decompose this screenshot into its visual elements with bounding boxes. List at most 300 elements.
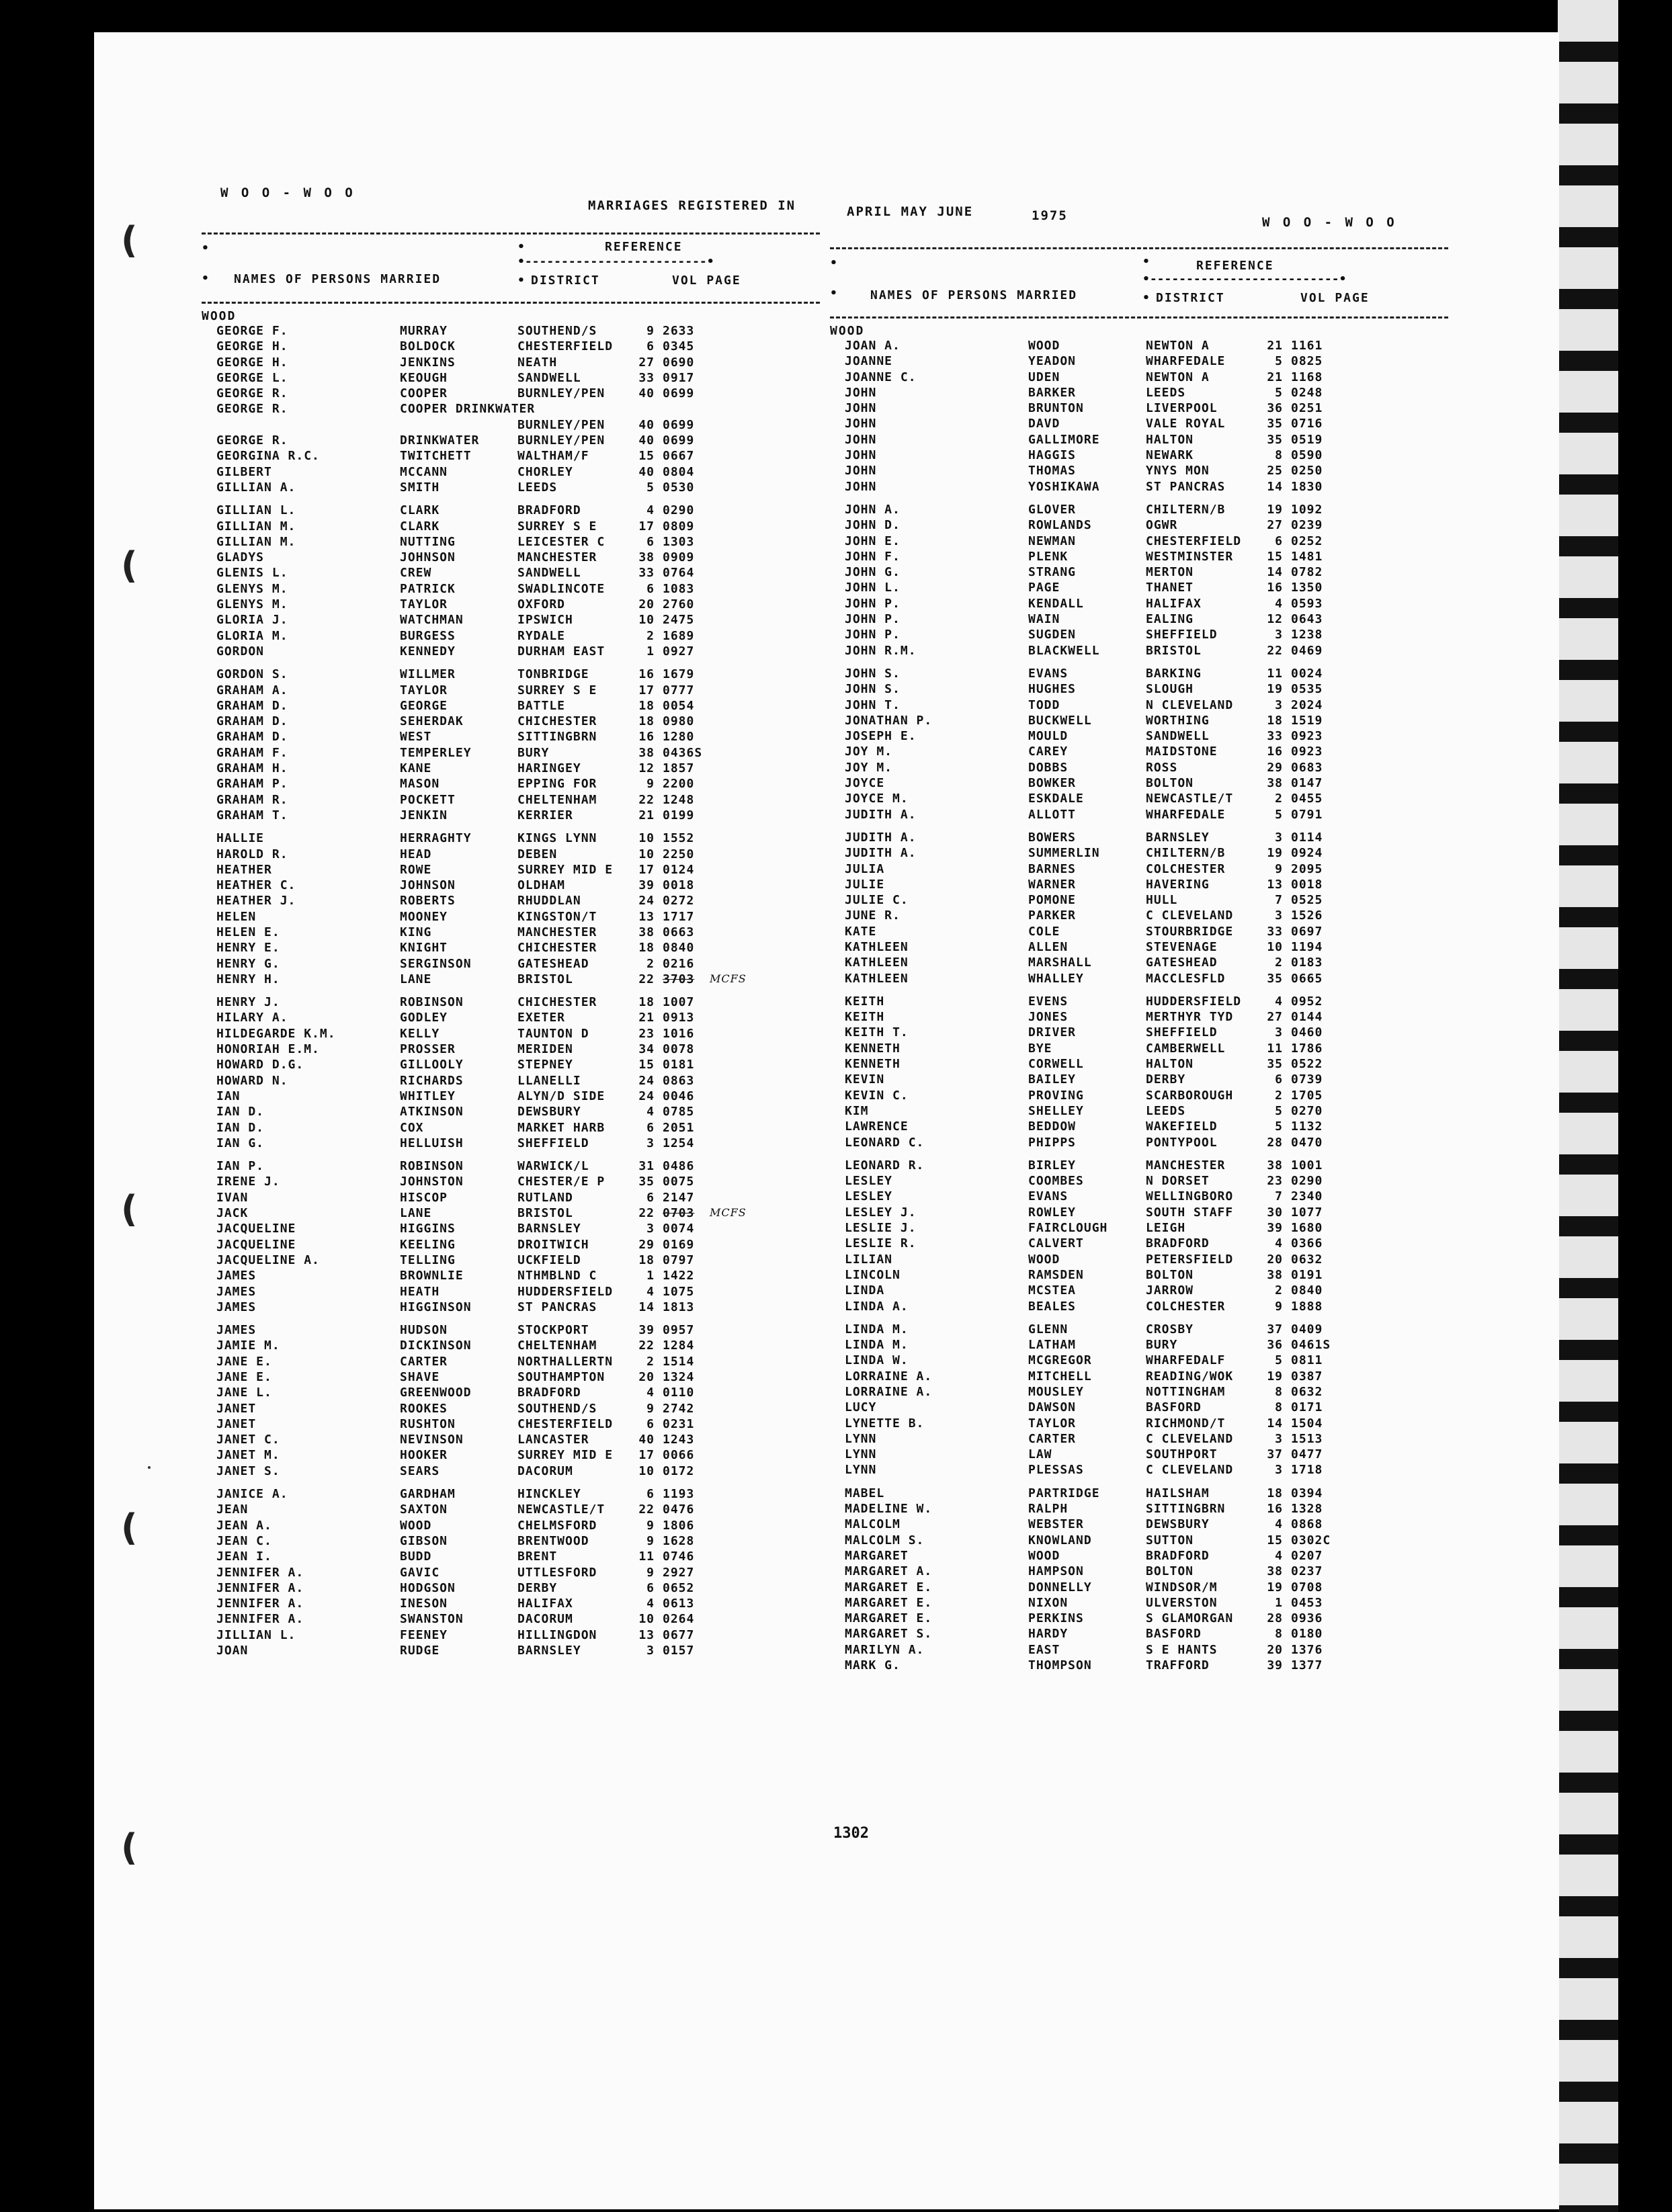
district: OXFORD (517, 597, 566, 612)
district: OLDHAM (517, 878, 566, 893)
district: SURREY S E (517, 519, 597, 534)
district: GATESHEAD (1146, 955, 1218, 970)
spouse-surname: PERKINS (1028, 1611, 1084, 1626)
forename: JOHN A. (845, 502, 901, 517)
spouse-surname: TAYLOR (1028, 1416, 1077, 1431)
group-gap (830, 495, 1448, 503)
register-entry (830, 862, 1448, 878)
register-entry (830, 1533, 1448, 1549)
volume: 2 (646, 1354, 655, 1369)
district: WESTMINSTER (1146, 549, 1234, 564)
register-entry (830, 386, 1448, 401)
volume: 29 (1267, 760, 1283, 775)
spouse-surname: WOOD (1028, 1252, 1060, 1267)
punch-hole: ( (121, 544, 138, 587)
volume: 3 (646, 1222, 655, 1236)
register-entry (830, 972, 1448, 987)
forename: GEORGE R. (216, 402, 288, 417)
district: MANCHESTER (517, 550, 597, 565)
volume: 5 (1275, 354, 1283, 369)
forename: JANE L. (216, 1386, 272, 1400)
page: 1092 (1291, 502, 1323, 517)
spouse-surname: SERGINSON (400, 956, 472, 971)
page: 0264 (663, 1612, 695, 1627)
forename: JOSEPH E. (845, 729, 917, 744)
spouse-surname: THOMPSON (1028, 1658, 1092, 1673)
page: 1857 (663, 761, 695, 776)
register-entry (202, 925, 820, 941)
page: 0913 (663, 1011, 695, 1025)
page: 0936 (1291, 1611, 1323, 1626)
page: 0251 (1291, 401, 1323, 416)
page: 0171 (1291, 1400, 1323, 1415)
volume: 22 (638, 972, 655, 986)
forename: GLADYS (216, 550, 265, 565)
page: 0461S (1291, 1338, 1331, 1353)
forename: JANE E. (216, 1370, 272, 1384)
page: 0863 (663, 1073, 695, 1088)
register-entry (202, 714, 820, 730)
page: 0699 (663, 433, 695, 448)
forename: JOHN R.M. (845, 643, 917, 658)
page: 0074 (663, 1222, 695, 1236)
volume: 4 (646, 503, 655, 518)
register-entry (202, 503, 820, 519)
volume: 20 (638, 597, 655, 612)
volume: 39 (638, 878, 655, 893)
forename: MARGARET (845, 1548, 909, 1563)
page: 0436S (663, 745, 703, 760)
volume: 24 (638, 1073, 655, 1088)
forename: JAMES (216, 1300, 257, 1314)
spouse-surname: WOOD (1028, 339, 1060, 353)
spouse-surname: UDEN (1028, 370, 1060, 384)
page: 2250 (663, 847, 695, 861)
forename: JOHN L. (845, 581, 901, 595)
volume: 40 (638, 386, 655, 401)
district: HAILSHAM (1146, 1486, 1210, 1500)
left-column (202, 232, 820, 1659)
spouse-surname: CLARK (400, 503, 440, 518)
spouse-surname: SEHERDAK (400, 714, 464, 729)
register-entry (202, 878, 820, 894)
page: 0699 (663, 417, 695, 432)
forename: GRAHAM A. (216, 683, 288, 697)
district: LEIGH (1146, 1221, 1186, 1236)
spouse-surname: WEST (400, 730, 432, 745)
district: HUDDERSFIELD (1146, 994, 1242, 1009)
volume: 11 (1267, 1041, 1283, 1056)
spouse-surname: EVANS (1028, 666, 1069, 681)
volume: 20 (1267, 1252, 1283, 1267)
forename: JEAN A. (216, 1518, 272, 1533)
district: N CLEVELAND (1146, 697, 1234, 712)
forename: IVAN (216, 1190, 249, 1205)
district: VALE ROYAL (1146, 417, 1226, 431)
register-entry (830, 1596, 1448, 1611)
page: 1377 (1291, 1658, 1323, 1673)
district: NEWARK (1146, 448, 1194, 463)
volume: 6 (1275, 534, 1283, 548)
district-heading: DISTRICT (531, 273, 600, 288)
volume: 4 (1275, 1517, 1283, 1532)
register-entry (830, 846, 1448, 861)
register-entry (202, 1074, 820, 1089)
volume: 17 (638, 1448, 655, 1463)
forename: GRAHAM D. (216, 714, 288, 729)
volume: 39 (638, 1323, 655, 1338)
page: 1350 (1291, 581, 1323, 595)
volume: 10 (638, 1612, 655, 1627)
district: BRISTOL (517, 1206, 573, 1221)
forename: LEONARD C. (845, 1135, 925, 1150)
page: 0110 (663, 1386, 695, 1400)
spouse-surname: SUGDEN (1028, 628, 1077, 642)
district: SWADLINCOTE (517, 581, 605, 596)
volume: 5 (1275, 1119, 1283, 1134)
forename: JOY M. (845, 745, 893, 759)
forename: GEORGE R. (216, 433, 288, 448)
page: 0252 (1291, 534, 1323, 548)
volume: 6 (646, 1416, 655, 1431)
volume: 10 (638, 831, 655, 846)
forename: IAN (216, 1089, 241, 1103)
spouse-surname: PROSSER (400, 1042, 456, 1057)
district: CHICHESTER (517, 941, 597, 955)
volume: 7 (1275, 893, 1283, 908)
district: YNYS MON (1146, 464, 1210, 478)
page: 0453 (1291, 1595, 1323, 1610)
spouse-surname: HUDSON (400, 1323, 448, 1338)
register-entry (202, 1355, 820, 1370)
register-entry (202, 1206, 820, 1222)
district: S E HANTS (1146, 1642, 1218, 1657)
forename: GRAHAM F. (216, 745, 288, 760)
register-entry (202, 1089, 820, 1105)
volume: 9 (646, 324, 655, 338)
register-entry (830, 1447, 1448, 1463)
names-heading: NAMES OF PERSONS MARRIED (870, 288, 1078, 302)
volume: 38 (1267, 1158, 1283, 1173)
district: BATTLE (517, 698, 566, 713)
volume: 11 (1267, 666, 1283, 681)
register-entry (830, 1268, 1448, 1283)
register-entry (202, 1058, 820, 1073)
forename: JONATHAN P. (845, 713, 933, 728)
page: 0782 (1291, 565, 1323, 580)
district: N DORSET (1146, 1174, 1210, 1189)
register-entry (202, 1534, 820, 1549)
district: CHESTER/E P (517, 1175, 605, 1189)
district: NOTTINGHAM (1146, 1385, 1226, 1399)
page: 0345 (663, 339, 695, 354)
district: BURNLEY/PEN (517, 417, 605, 432)
spouse-surname: MITCHELL (1028, 1369, 1092, 1384)
forename: GEORGE H. (216, 355, 288, 370)
forename: JOHN P. (845, 628, 901, 642)
header-rule (830, 316, 1448, 318)
volume: 38 (1267, 1564, 1283, 1579)
register-entry (202, 597, 820, 613)
page: 1786 (1291, 1041, 1323, 1056)
page: 3703 (663, 972, 695, 986)
page: 1806 (663, 1518, 695, 1533)
district: WHARFEDALE (1146, 354, 1226, 369)
forename: GLENIS L. (216, 566, 288, 581)
forename: KATHLEEN (845, 939, 909, 954)
spouse-surname: PLESSAS (1028, 1463, 1084, 1478)
forename: GRAHAM P. (216, 777, 288, 792)
register-entry (202, 1121, 820, 1136)
register-entry (830, 464, 1448, 479)
district: BOLTON (1146, 1267, 1194, 1282)
page: 0024 (1291, 666, 1323, 681)
spouse-surname: LATHAM (1028, 1338, 1077, 1353)
register-entry (830, 1221, 1448, 1236)
spouse-surname: ALLEN (1028, 939, 1069, 954)
register-entry (830, 994, 1448, 1010)
volume: 2 (646, 628, 655, 643)
forename: JANET C. (216, 1433, 280, 1447)
spouse-surname: YOSHIKAWA (1028, 479, 1100, 494)
spouse-surname: STRANG (1028, 565, 1077, 580)
forename: LINDA (845, 1283, 885, 1298)
volume: 7 (1275, 1189, 1283, 1204)
page: 2147 (663, 1190, 695, 1205)
register-entry (202, 1238, 820, 1253)
district: DACORUM (517, 1463, 573, 1478)
spouse-surname: ROWE (400, 862, 432, 877)
register-entry (202, 480, 820, 496)
forename: JUDITH A. (845, 830, 917, 845)
volume: 22 (638, 1502, 655, 1517)
spouse-surname: KING (400, 925, 432, 939)
page: 0046 (663, 1089, 695, 1103)
register-entry (202, 1386, 820, 1401)
forename: LILIAN (845, 1252, 893, 1267)
page: 0952 (1291, 994, 1323, 1009)
volume: 23 (1267, 1174, 1283, 1189)
page: 0455 (1291, 792, 1323, 806)
volume: 3 (1275, 908, 1283, 923)
spouse-surname: HODGSON (400, 1580, 456, 1595)
page: 0270 (1291, 1103, 1323, 1118)
volume: 2 (646, 956, 655, 971)
register-entry (830, 1057, 1448, 1072)
page: 0667 (663, 449, 695, 464)
register-entry (202, 1417, 820, 1433)
district: DEBEN (517, 847, 558, 861)
forename: MARK G. (845, 1658, 901, 1673)
register-entry (830, 1658, 1448, 1674)
volume: 9 (646, 777, 655, 792)
district: CHICHESTER (517, 995, 597, 1010)
spouse-surname: WEBSTER (1028, 1517, 1084, 1532)
register-entry (202, 535, 820, 550)
spouse-surname: WATCHMAN (400, 613, 464, 628)
punch-hole: ( (121, 219, 138, 261)
register-entry (830, 1136, 1448, 1151)
register-entry (830, 1158, 1448, 1174)
district: ULVERSTON (1146, 1595, 1218, 1610)
district: BRENTWOOD (517, 1533, 589, 1548)
volume: 36 (1267, 1338, 1283, 1353)
district: SURREY S E (517, 683, 597, 697)
volume: 16 (638, 667, 655, 682)
forename: JOHN E. (845, 534, 901, 548)
forename: JULIE (845, 877, 885, 892)
volume: 18 (1267, 1486, 1283, 1500)
spouse-surname: HISCOP (400, 1190, 448, 1205)
spouse-surname: DAWSON (1028, 1400, 1077, 1415)
volume: 9 (646, 1401, 655, 1416)
district: SOUTHPORT (1146, 1447, 1218, 1462)
spouse-surname: BOWERS (1028, 830, 1077, 845)
spouse-surname: ESKDALE (1028, 792, 1084, 806)
spouse-surname: BIRLEY (1028, 1158, 1077, 1173)
volume: 30 (1267, 1205, 1283, 1220)
district: CHORLEY (517, 464, 573, 479)
forename: JOHN P. (845, 596, 901, 611)
district: RUTLAND (517, 1190, 573, 1205)
page: 0394 (1291, 1486, 1323, 1500)
period: APRIL MAY JUNE (847, 204, 974, 219)
district: BOLTON (1146, 776, 1194, 791)
spouse-surname: HUGHES (1028, 682, 1077, 697)
register-entry (830, 480, 1448, 495)
volume: 3 (646, 1136, 655, 1150)
district: LANCASTER (517, 1433, 589, 1447)
handwritten-note: MCFS (710, 1206, 747, 1220)
district: HALTON (1146, 432, 1194, 447)
register-entry (830, 503, 1448, 518)
district: STOCKPORT (517, 1323, 589, 1338)
forename: HENRY G. (216, 956, 280, 971)
forename: LYNN (845, 1431, 877, 1446)
page: 1328 (1291, 1502, 1323, 1517)
spouse-surname: HAGGIS (1028, 448, 1077, 463)
spouse-surname: PATRICK (400, 581, 456, 596)
register-entry (830, 908, 1448, 924)
spouse-surname: MCGREGOR (1028, 1353, 1092, 1368)
forename: KEITH (845, 1010, 885, 1025)
page: 0593 (1291, 596, 1323, 611)
spouse-surname: BARKER (1028, 385, 1077, 400)
register-entry (202, 1285, 820, 1300)
register-entry (202, 629, 820, 644)
district: HULL (1146, 893, 1178, 908)
volume: 39 (1267, 1221, 1283, 1236)
forename: KENNETH (845, 1057, 901, 1072)
district: RICHMOND/T (1146, 1416, 1226, 1431)
forename: JACQUELINE (216, 1237, 296, 1252)
page: 1504 (1291, 1416, 1323, 1431)
page: 0157 (663, 1644, 695, 1658)
names-heading: NAMES OF PERSONS MARRIED (234, 272, 442, 286)
register-entry (830, 1283, 1448, 1299)
forename: GILLIAN M. (216, 519, 296, 534)
register-entry (830, 1627, 1448, 1642)
surname-heading: WOOD (202, 309, 237, 323)
forename: HELEN E. (216, 925, 280, 939)
register-entry (202, 941, 820, 956)
volume: 33 (1267, 729, 1283, 744)
volume: 4 (646, 1284, 655, 1299)
spouse-surname: ROBINSON (400, 1159, 464, 1174)
page: 0290 (663, 503, 695, 518)
district: TONBRIDGE (517, 667, 589, 682)
volume: 3 (646, 1644, 655, 1658)
district: ROSS (1146, 760, 1178, 775)
spouse-surname: JENKINS (400, 355, 456, 370)
register-entry (202, 1136, 820, 1152)
register-entry (202, 1105, 820, 1120)
spouse-surname: SWANSTON (400, 1612, 464, 1627)
district: PETERSFIELD (1146, 1252, 1234, 1267)
register-entry (830, 955, 1448, 971)
spouse-surname: JONES (1028, 1010, 1069, 1025)
volume: 10 (638, 613, 655, 628)
spouse-surname: HOOKER (400, 1448, 448, 1463)
volume: 3 (1275, 1431, 1283, 1446)
district: DERBY (1146, 1072, 1186, 1087)
volume: 13 (638, 909, 655, 924)
district: HUDDERSFIELD (517, 1284, 614, 1299)
spouse-surname: ROWLEY (1028, 1205, 1077, 1220)
spouse-surname: COOMBES (1028, 1174, 1084, 1189)
page: 0665 (1291, 971, 1323, 986)
district: LIVERPOOL (1146, 401, 1218, 416)
spouse-surname: MOONEY (400, 909, 448, 924)
volume: 35 (638, 1175, 655, 1189)
volume: 19 (1267, 1369, 1283, 1384)
volume: 5 (1275, 385, 1283, 400)
volume: 8 (1275, 1385, 1283, 1399)
volume: 27 (1267, 1010, 1283, 1025)
district: BURNLEY/PEN (517, 386, 605, 401)
page: 1284 (663, 1338, 695, 1353)
volume: 36 (1267, 401, 1283, 416)
register-entry (202, 1253, 820, 1269)
volume: 22 (638, 1338, 655, 1353)
forename: LYNN (845, 1447, 877, 1462)
spouse-surname: TAYLOR (400, 597, 448, 612)
volume: 28 (1267, 1611, 1283, 1626)
group-gap (202, 1480, 820, 1487)
forename: JILLIAN L. (216, 1627, 296, 1642)
register-entry (830, 370, 1448, 386)
register-entry (202, 644, 820, 660)
page: 0075 (663, 1175, 695, 1189)
register-entry (830, 729, 1448, 745)
register-entry (830, 1174, 1448, 1189)
forename: KATE (845, 924, 877, 939)
page: 1481 (1291, 549, 1323, 564)
page: 0018 (1291, 877, 1323, 892)
forename: GLENYS M. (216, 597, 288, 612)
forename: JUDITH A. (845, 807, 917, 822)
page: 0199 (663, 808, 695, 822)
reference-heading: REFERENCE (605, 240, 683, 254)
spouse-surname: PROVING (1028, 1088, 1084, 1103)
district: SOUTHEND/S (517, 324, 597, 338)
page: 0250 (1291, 464, 1323, 478)
volume: 17 (638, 519, 655, 534)
register-entry (202, 1269, 820, 1284)
forename: GORDON (216, 644, 265, 658)
district: CHICHESTER (517, 714, 597, 729)
group-gap (830, 1315, 1448, 1322)
